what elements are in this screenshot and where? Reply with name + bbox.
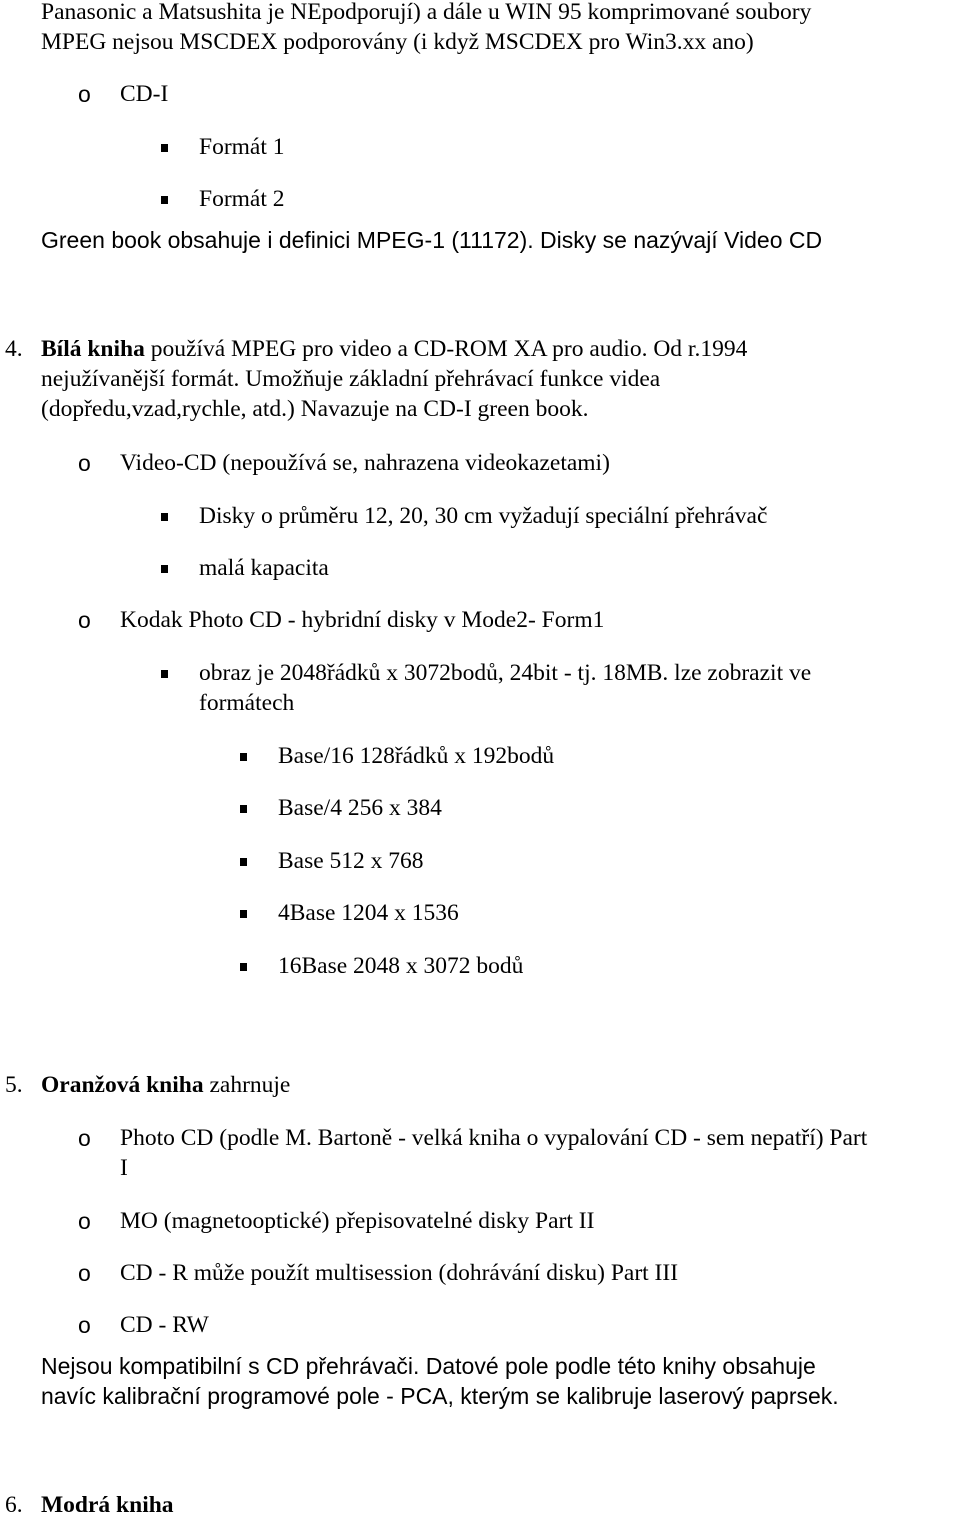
section-text: zahrnuje <box>203 1072 291 1098</box>
paragraph-line: MPEG nejsou MSCDEX podporovány (i když MSCDEX pro Win3.xx ano) <box>41 29 754 55</box>
list-item: Disky o průměru 12, 20, 30 cm vyžadují speciální přehrávač <box>199 503 768 529</box>
list-bullet: o <box>78 450 91 476</box>
format-item: Base/4 256 x 384 <box>278 795 442 821</box>
section-title: Modrá kniha <box>41 1492 174 1518</box>
square-bullet-icon <box>240 753 247 761</box>
square-bullet-icon <box>240 805 247 813</box>
section-title: Oranžová kniha <box>41 1072 204 1098</box>
square-bullet-icon <box>161 144 168 152</box>
paragraph-line: Panasonic a Matsushita je NEpodporují) a dále u WIN 95 komprimované soubory <box>41 0 812 25</box>
list-item: CD - RW <box>120 1312 209 1338</box>
list-bullet: o <box>78 1208 91 1234</box>
list-bullet: o <box>78 1260 91 1286</box>
format-item: 4Base 1204 x 1536 <box>278 900 459 926</box>
square-bullet-icon <box>240 963 247 971</box>
square-bullet-icon <box>240 858 247 866</box>
section-text: používá MPEG pro video a CD-ROM XA pro audio. Od r.1994 <box>144 336 748 362</box>
list-item-cdi: CD-I <box>120 81 169 107</box>
list-item: Formát 2 <box>199 186 285 212</box>
list-item: CD - R může použít multisession (dohrávání disku) Part III <box>120 1260 679 1286</box>
list-item-continuation: formátech <box>199 690 295 716</box>
paragraph-line: nejužívanější formát. Umožňuje základní přehrávací funkce videa <box>41 366 661 392</box>
section-number: 4. <box>5 336 23 362</box>
list-item: MO (magnetooptické) přepisovatelné disky Part II <box>120 1208 595 1234</box>
square-bullet-icon <box>161 513 168 521</box>
list-bullet: o <box>78 1312 91 1338</box>
square-bullet-icon <box>240 910 247 918</box>
paragraph-line: Green book obsahuje i definici MPEG-1 (11172). Disky se nazývají Video CD <box>41 227 823 253</box>
section-heading-line <box>41 1070 290 1100</box>
paragraph-line: Nejsou kompatibilní s CD přehrávači. Datové pole podle této knihy obsahuje <box>41 1353 816 1379</box>
paragraph-line: navíc kalibrační programové pole - PCA, kterým se kalibruje laserový paprsek. <box>41 1383 839 1409</box>
list-item: obraz je 2048řádků x 3072bodů, 24bit - tj. 18MB. lze zobrazit ve <box>199 660 812 686</box>
square-bullet-icon <box>161 670 168 678</box>
list-item-kodak: Kodak Photo CD - hybridní disky v Mode2- Form1 <box>120 607 605 633</box>
section-number: 5. <box>5 1072 23 1098</box>
list-item: malá kapacita <box>199 555 329 581</box>
format-item: 16Base 2048 x 3072 bodů <box>278 953 524 979</box>
list-bullet: o <box>78 1125 91 1151</box>
format-item: Base/16 128řádků x 192bodů <box>278 743 555 769</box>
list-item-continuation: I <box>120 1155 128 1181</box>
section-heading-line <box>41 1490 174 1520</box>
list-item: Formát 1 <box>199 134 285 160</box>
paragraph-line: (dopředu,vzad,rychle, atd.) Navazuje na CD-I green book. <box>41 396 589 422</box>
list-bullet: o <box>78 607 91 633</box>
list-item: Photo CD (podle M. Bartoně - velká kniha o vypalování CD - sem nepatří) Part <box>120 1125 868 1151</box>
list-bullet: o <box>78 81 91 107</box>
section-number: 6. <box>5 1492 23 1518</box>
section-heading-line <box>41 334 747 364</box>
list-item-video-cd: Video-CD (nepoužívá se, nahrazena videokazetami) <box>120 450 610 476</box>
format-item: Base 512 x 768 <box>278 848 424 874</box>
square-bullet-icon <box>161 565 168 573</box>
square-bullet-icon <box>161 196 168 204</box>
section-title: Bílá kniha <box>41 336 145 362</box>
